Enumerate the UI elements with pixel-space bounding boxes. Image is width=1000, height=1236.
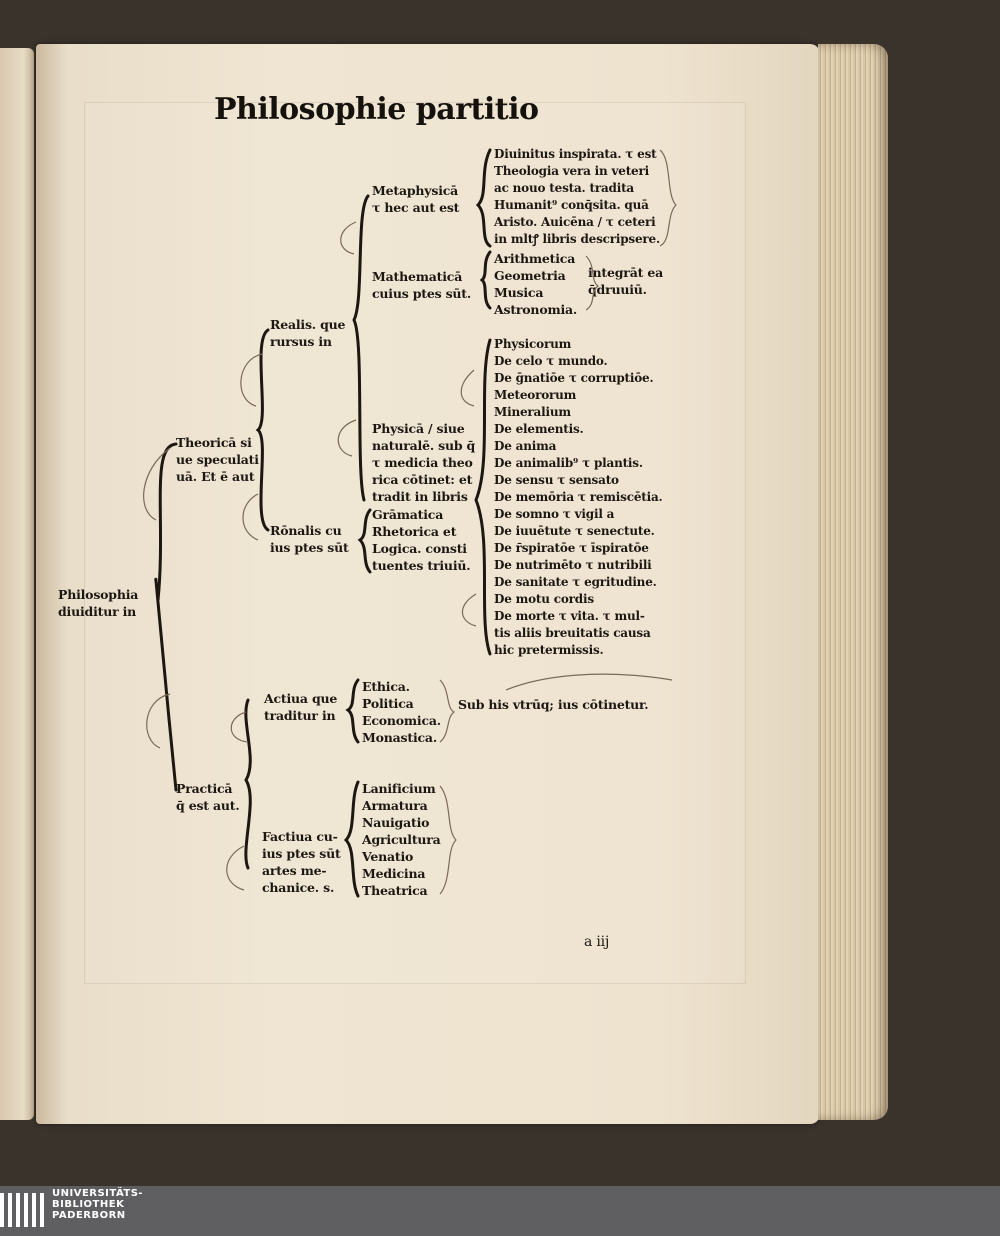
list-item: Logica. consti (372, 541, 467, 556)
factiva-line: artes me- (262, 863, 327, 878)
list-item: Diuinitus inspirata. τ est (494, 147, 657, 161)
root-label (58, 586, 138, 620)
root-line: Philosophia (58, 587, 139, 602)
list-item: Astronomia. (494, 302, 578, 317)
list-item: De anima (494, 439, 557, 453)
list-item: Politica (362, 696, 414, 711)
list-item: Medicina (362, 866, 426, 881)
physics-books-list (494, 336, 663, 659)
quadrivium-list (494, 250, 577, 318)
ethics-list (362, 678, 441, 746)
list-item: Theologia vera in veteri (494, 164, 649, 178)
root-line: diuiditur in (58, 604, 137, 619)
physica-line: rica cōtinet: et (372, 472, 473, 487)
signature-mark: a iij (584, 934, 610, 950)
quadrivium-line: integrāt ea (588, 265, 663, 280)
metaphysica-line: τ hec aut est (372, 200, 460, 215)
list-item: Musica (494, 285, 544, 300)
list-item: in mltꝭ libris descripsere. (494, 232, 660, 246)
list-item: tis aliis breuitatis causa (494, 626, 651, 640)
realis-line: rursus in (270, 334, 332, 349)
list-item: De r̄spiratōe τ īspiratōe (494, 541, 649, 555)
activa-line: traditur in (264, 708, 336, 723)
page-title: Philosophie partitio (214, 92, 539, 127)
practica-line: q̄ est aut. (176, 798, 240, 813)
list-item: De ḡnatiōe τ corruptiōe. (494, 371, 654, 385)
list-item: Meteororum (494, 388, 577, 402)
mathematica-label (372, 268, 471, 302)
physica-line: Physicā / siue (372, 421, 465, 436)
list-item: De nutrimēto τ nutribili (494, 558, 652, 572)
list-item: Humanit⁹ conq̄sita. quā (494, 198, 649, 212)
logo-line: BIBLIOTHEK (52, 1199, 125, 1210)
physica-line: τ medicia theo (372, 455, 473, 470)
factiva-label (262, 828, 341, 896)
list-item: De sensu τ sensato (494, 473, 619, 487)
list-item: De sanitate τ egritudine. (494, 575, 657, 589)
list-item: Agricultura (362, 832, 441, 847)
theorica-line: uā. Et ē aut (176, 469, 255, 484)
list-item: De iuuētute τ senectute. (494, 524, 655, 538)
rationalis-line: ius ptes sūt (270, 540, 349, 555)
physica-line: tradit in libris (372, 489, 468, 504)
quadrivium-line: q̄druuiū. (588, 282, 647, 297)
library-logo-icon (0, 1187, 46, 1233)
list-item: De celo τ mundo. (494, 354, 608, 368)
left-page-edge (0, 48, 34, 1120)
realis-label (270, 316, 345, 350)
list-item: Theatrica (362, 883, 428, 898)
list-item: De elementis. (494, 422, 584, 436)
mechanical-list (362, 780, 441, 899)
page-edges (818, 44, 888, 1120)
theorica-label (176, 434, 259, 485)
theology-list (494, 146, 660, 248)
quadrivium-label (588, 264, 663, 298)
metaphysica-label (372, 182, 459, 216)
list-item: Ethica. (362, 679, 410, 694)
physica-label (372, 420, 475, 505)
realis-line: Realis. que (270, 317, 346, 332)
logo-line: UNIVERSITÄTS- (52, 1188, 144, 1199)
theorica-line: Theoricā si (176, 435, 252, 450)
physica-line: naturalē. sub q̄ (372, 438, 476, 453)
trivium-list (372, 506, 470, 574)
list-item: De motu cordis (494, 592, 594, 606)
theorica-line: ue speculati (176, 452, 259, 467)
list-item: Monastica. (362, 730, 437, 745)
mathematica-line: cuius ptes sūt. (372, 286, 472, 301)
activa-label (264, 690, 337, 724)
list-item: Economica. (362, 713, 441, 728)
logo-line: PADERBORN (52, 1210, 126, 1221)
list-item: ac nouo testa. tradita (494, 181, 635, 195)
factiva-line: Factiua cu- (262, 829, 338, 844)
practica-label (176, 780, 240, 814)
list-item: De somno τ vigil a (494, 507, 615, 521)
practica-line: Practicā (176, 781, 233, 796)
list-item: Armatura (362, 798, 428, 813)
list-item: Venatio (362, 849, 414, 864)
list-item: Aristo. Auicēna / τ ceteri (494, 215, 656, 229)
list-item: Grāmatica (372, 507, 444, 522)
sub-his-text: Sub his vtrūq; ius cōtinetur. (458, 697, 649, 712)
rationalis-label (270, 522, 349, 556)
list-item: De animalib⁹ τ plantis. (494, 456, 643, 470)
list-item: Nauigatio (362, 815, 430, 830)
rationalis-line: Rōnalis cu (270, 523, 342, 538)
list-item: De morte τ vita. τ mul- (494, 609, 645, 623)
list-item: Arithmetica (494, 251, 576, 266)
mathematica-line: Mathematicā (372, 269, 463, 284)
list-item: tuentes triuiū. (372, 558, 471, 573)
list-item: Geometria (494, 268, 566, 283)
metaphysica-line: Metaphysicā (372, 183, 459, 198)
list-item: De memōria τ remiscētia. (494, 490, 663, 504)
list-item: Physicorum (494, 337, 572, 351)
list-item: Lanificium (362, 781, 436, 796)
footer-bar (0, 1186, 1000, 1236)
list-item: Rhetorica et (372, 524, 457, 539)
factiva-line: ius ptes sūt (262, 846, 341, 861)
activa-line: Actiua que (264, 691, 338, 706)
library-logo-text (52, 1188, 143, 1221)
factiva-line: chanice. s. (262, 880, 335, 895)
list-item: hic pretermissis. (494, 643, 604, 657)
list-item: Mineralium (494, 405, 571, 419)
